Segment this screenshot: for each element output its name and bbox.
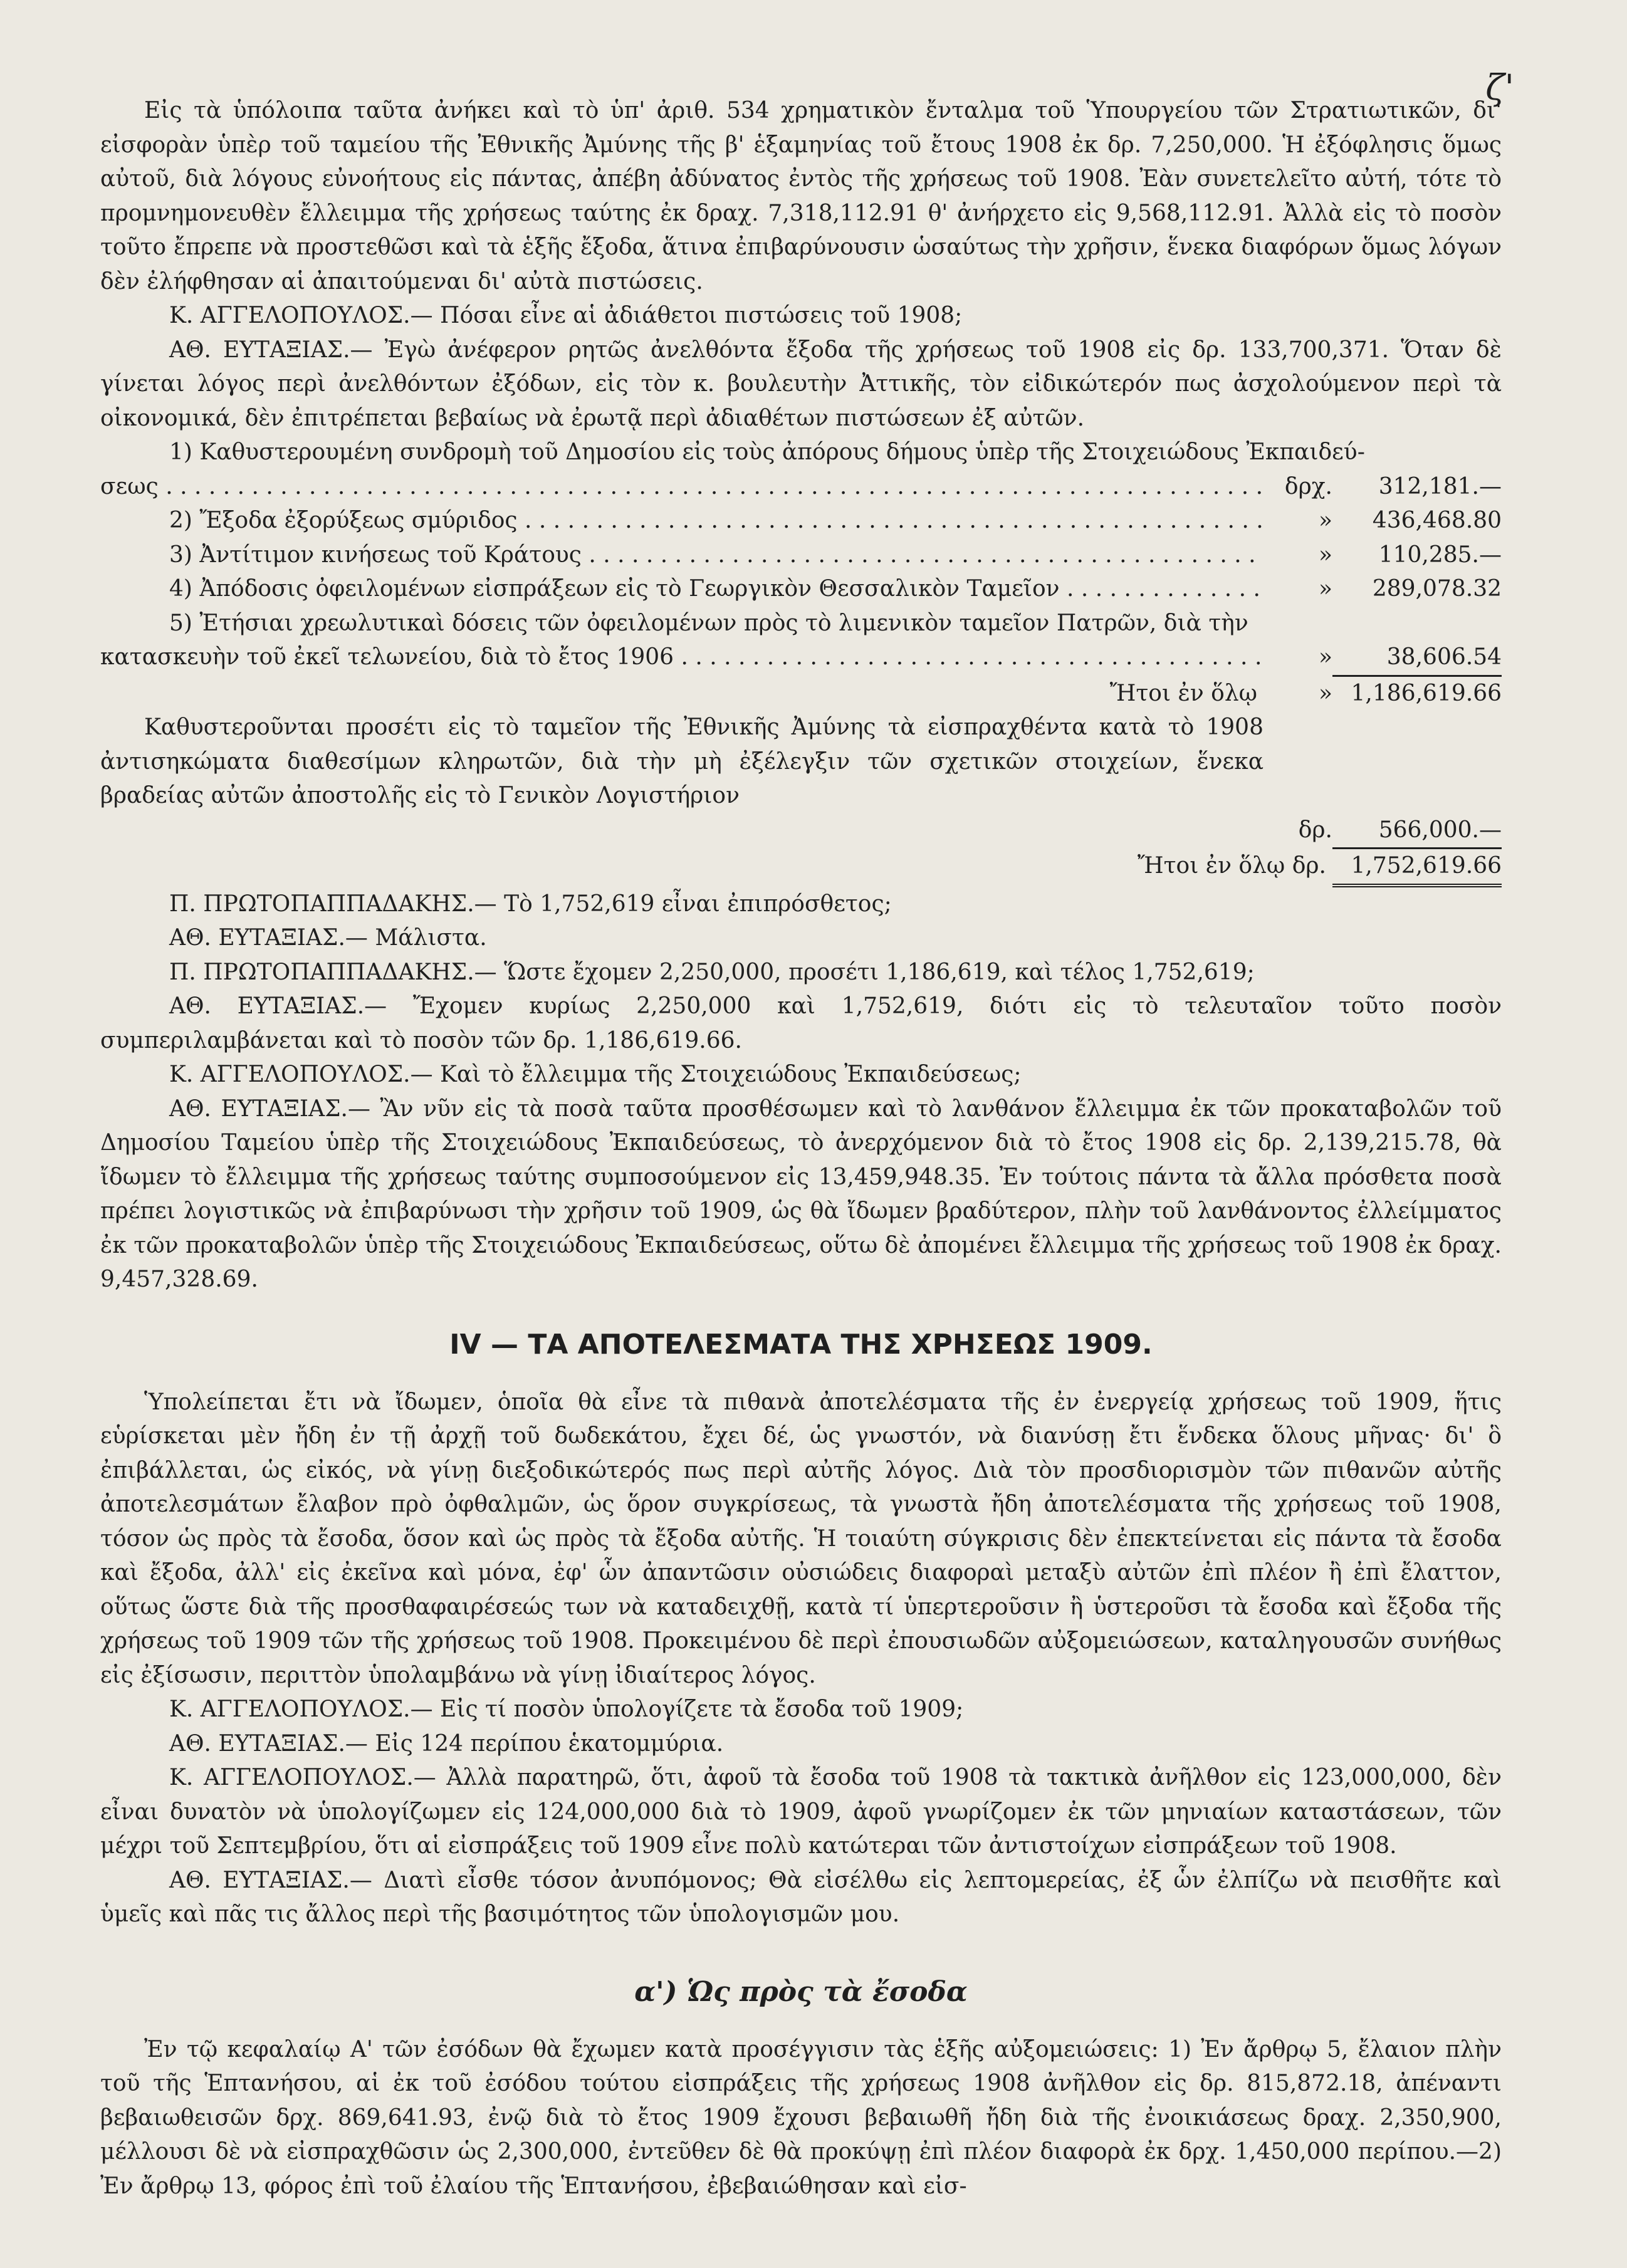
expense-item-1-line1: 1) Καθυστερουμένη συνδρομὴ τοῦ Δημοσίου εἰς τοὺς ἀπόρους δήμους ὑπὲρ τῆς Στοιχειώδους Ἐκπαιδεύ-	[169, 439, 1365, 465]
grand-total-amount: 1,752,619.66	[1332, 849, 1502, 887]
expense-item-5-line1: 5) Ἐτήσιαι χρεωλυτικαὶ δόσεις τῶν ὀφειλομένων πρὸς τὸ λιμενικὸν ταμεῖον Πατρῶν, διὰ τὴν	[169, 610, 1248, 636]
expense-total	[100, 677, 1502, 711]
subsection-heading: α') Ὡς πρὸς τὰ ἔσοδα	[634, 1975, 968, 2008]
grand-total-label: Ἤτοι ἐν ὅλῳ δρ.	[1137, 853, 1326, 879]
dialogue-eutaxias-2: ΑΘ. ΕΥΤΑΞΙΑΣ.— Μάλιστα.	[169, 925, 487, 951]
expense-item-3	[100, 538, 1502, 573]
expense-item-1-label: σεως . . .	[100, 470, 1263, 504]
expense-item-4	[100, 572, 1502, 607]
expense-total-label: Ἤτοι ἐν ὅλῳ	[1109, 680, 1257, 706]
dialogue-angelopoulos-2: Κ. ΑΓΓΕΛΟΠΟΥΛΟΣ.— Καὶ τὸ ἔλλειμμα τῆς Στοιχειώδους Ἐκπαιδεύσεως;	[169, 1062, 1022, 1087]
expense-item-2-unit: »	[1318, 508, 1332, 533]
section-title: IV — ΤΑ ΑΠΟΤΕΛΕΣΜΑΤΑ ΤΗΣ ΧΡΗΣΕΩΣ 1909.	[449, 1328, 1153, 1361]
expense-total-unit: »	[1318, 680, 1332, 706]
section-paragraph: Ὑπολείπεται ἔτι νὰ ἴδωμεν, ὁποῖα θὰ εἶνε τὰ πιθανὰ ἀποτελέσματα τῆς ἐν ἐνεργείᾳ χρήσεως τοῦ 1909, ἥτις εὑρίσκεται μὲν ἤδη ἐν τῇ ἀρχῇ τοῦ δωδεκάτου, ἔχει δέ, ὡς γνωστόν, νὰ διανύσῃ ἔτι ἕνδεκα ὅλους μῆνας· δι' ὃ ἐπιβάλλεται, ὡς εἰκός, νὰ γίνῃ διεξοδικώτερός πως περὶ αὐτῆς λόγος. Διὰ τὸν προσδιορισμὸν τῶν πιθανῶν αὐτῆς ἀποτελεσμάτων ἔλαβον πρὸ ὀφθαλμῶν, ὡς ὅρον συγκρίσεως, τὰ γνωστὰ ἤδη ἀποτελέσματα τῆς χρήσεως τοῦ 1908, τόσον ὡς πρὸς τὰ ἔσοδα, ὅσον καὶ ὡς πρὸς τὰ ἔξοδα αὐτῆς. Ἡ τοιαύτη σύγκρισις δὲν ἐπεκτείνεται εἰς πάντα τὰ ἔσοδα καὶ ἔξοδα, ἀλλ' εἰς ἐκεῖνα καὶ μόνα, ἐφ' ὧν ἀπαντῶσιν οὐσιώδεις διαφοραὶ μεταξὺ αὐτῶν ἐπὶ πλέον ἢ ἐπὶ ἔλαττον, οὕτως ὥστε διὰ τῆς προσθαφαιρέσεώς των νὰ καταδειχθῇ, κατὰ τί ὑπερτεροῦσιν ἢ ὑστεροῦσι τὰ ἔσοδα καὶ ἔξοδα τῆς χρήσεως τοῦ 1909 τῶν τῆς χρήσεως τοῦ 1908. Προκειμένου δὲ περὶ ἐπουσιωδῶν αὐξομειώσεων, καταληγουσῶν συνήθως εἰς ἐξίσωσιν, περιττὸν ὑπολαμβάνω νὰ γίνῃ ἰδιαίτερος λόγος.	[100, 1389, 1502, 1688]
expense-item-4-unit: »	[1318, 576, 1332, 602]
dialogue-eutaxias-3: ΑΘ. ΕΥΤΑΞΙΑΣ.— Ἔχομεν κυρίως 2,250,000 καὶ 1,752,619, διότι εἰς τὸ τελευταῖον τοῦτο ποσὸν συμπεριλαμβάνεται καὶ τὸ ποσὸν τῶν δρ. 1,186,619.66.	[100, 993, 1502, 1053]
dialogue-protopappadakis-1: Π. ΠΡΩΤΟΠΑΠΠΑΔΑΚΗΣ.— Τὸ 1,752,619 εἶναι ἐπιπρόσθετος;	[169, 891, 892, 917]
late-payments-row	[100, 813, 1502, 850]
expense-item-2-label: 2) Ἔξοδα ἐξορύξεως σμύριδος . . .	[169, 504, 1263, 538]
late-payments-amount: 566,000.—	[1332, 813, 1502, 850]
grand-total	[100, 849, 1502, 887]
expense-item-4-amount: 289,078.32	[1372, 576, 1502, 602]
expense-item-5-unit: »	[1318, 644, 1332, 670]
expense-item-1-amount: 312,181.—	[1378, 473, 1502, 499]
expense-item-3-amount: 110,285.—	[1378, 541, 1502, 568]
dialogue-eutaxias-5: ΑΘ. ΕΥΤΑΞΙΑΣ.— Εἰς 124 περίπου ἑκατομμύρια.	[169, 1730, 724, 1757]
dialogue-eutaxias-1: ΑΘ. ΕΥΤΑΞΙΑΣ.— Ἐγὼ ἀνέφερον ρητῶς ἀνελθόντα ἔξοδα τῆς χρήσεως τοῦ 1908 εἰς δρ. 133,700,371. Ὅταν δὲ γίνεται λόγος περὶ ἀνελθόντων ἐξόδων, εἰς τὸν κ. βουλευτὴν Ἀττικῆς, τὸν εἰδικώτερόν πως ἀσχολούμενον περὶ τὰ οἰκονομικά, δὲν ἐπιτρέπεται βεβαίως νὰ ἐρωτᾷ περὶ ἀδιαθέτων πιστώσεων ἐξ αὐτῶν.	[100, 337, 1502, 431]
expense-item-3-label: 3) Ἀντίτιμον κινήσεως τοῦ Κράτους . . .	[169, 538, 1263, 573]
expense-item-4-label: 4) Ἀπόδοσις ὀφειλομένων εἰσπράξεων εἰς τὸ Γεωργικὸν Θεσσαλικὸν Ταμεῖον . . .	[169, 572, 1263, 607]
intro-paragraph: Εἰς τὰ ὑπόλοιπα ταῦτα ἀνήκει καὶ τὸ ὑπ' ἀριθ. 534 χρηματικὸν ἔνταλμα τοῦ Ὑπουργείου τῶν Στρατιωτικῶν, δι' εἰσφορὰν ὑπὲρ τοῦ ταμείου τῆς Ἐθνικῆς Ἀμύνης τῆς β' ἑξαμηνίας τοῦ ἔτους 1908 ἐκ δρ. 7,250,000. Ἡ ἐξόφλησις ὅμως αὐτοῦ, διὰ λόγους εὐνοήτους εἰς πάντας, ἀπέβη ἀδύνατος ἐντὸς τῆς χρήσεως τοῦ 1908. Ἐὰν συνετελεῖτο αὐτή, τότε τὸ προμνημονευθὲν ἔλλειμμα τῆς χρήσεως ταύτης ἐκ δραχ. 7,318,112.91 θ' ἀνήρχετο εἰς 9,568,112.91. Ἀλλὰ εἰς τὸ ποσὸν τοῦτο ἔπρεπε νὰ προστεθῶσι καὶ τὰ ἑξῆς ἔξοδα, ἅτινα ἐπιβαρύνουσιν ὡσαύτως τὴν χρῆσιν, ἕνεκα διαφόρων ὅμως λόγων δὲν ἐλήφθησαν αἱ ἀπαιτούμεναι δι' αὐτὰ πιστώσεις.	[100, 98, 1502, 295]
dialogue-angelopoulos-1: Κ. ΑΓΓΕΛΟΠΟΥΛΟΣ.— Πόσαι εἶνε αἱ ἀδιάθετοι πιστώσεις τοῦ 1908;	[169, 303, 963, 328]
dialogue-angelopoulos-4: Κ. ΑΓΓΕΛΟΠΟΥΛΟΣ.— Ἀλλὰ παρατηρῶ, ὅτι, ἀφοῦ τὰ ἔσοδα τοῦ 1908 τὰ τακτικὰ ἀνῆλθον εἰς 123,000,000, δὲν εἶναι δυνατὸν νὰ ὑπολογίζωμεν εἰς 124,000,000 διὰ τὸ 1909, ἀφοῦ γνωρίζομεν ἐκ τῶν μηνιαίων καταστάσεων, τῶν μέχρι τοῦ Σεπτεμβρίου, ὅτι αἱ εἰσπράξεις τοῦ 1909 εἶνε πολὺ κατώτεραι τῶν ἀντιστοίχων εἰσπράξεων τοῦ 1908.	[100, 1765, 1502, 1859]
expense-item-1-unit: δρχ.	[1284, 473, 1332, 499]
expense-total-amount: 1,186,619.66	[1351, 680, 1502, 706]
expense-list	[100, 436, 1502, 887]
late-payments-unit: δρ.	[1298, 817, 1332, 843]
dialogue-protopappadakis-2: Π. ΠΡΩΤΟΠΑΠΠΑΔΑΚΗΣ.— Ὥστε ἔχομεν 2,250,000, προσέτι 1,186,619, καὶ τέλος 1,752,619;	[169, 959, 1255, 985]
dialogue-eutaxias-4: ΑΘ. ΕΥΤΑΞΙΑΣ.— Ἂν νῦν εἰς τὰ ποσὰ ταῦτα προσθέσωμεν καὶ τὸ λανθάνον ἔλλειμμα ἐκ τῶν προκαταβολῶν τοῦ Δημοσίου Ταμείου ὑπὲρ τῆς Στοιχειώδους Ἐκπαιδεύσεως, τὸ ἀνερχόμενον διὰ τὸ ἔτος 1908 εἰς δρ. 2,139,215.78, θὰ ἴδωμεν τὸ ἔλλειμμα τῆς χρήσεως ταύτης συμποσούμενον εἰς 13,459,948.35. Ἐν τούτοις πάντα τὰ ἄλλα πρόσθετα ποσὰ πρέπει λογιστικῶς νὰ ἐπιβαρύνωσι τὴν χρῆσιν τοῦ 1909, ὡς θὰ ἴδωμεν βραδύτερον, πλὴν τοῦ λανθάνοντος ἐλλείμματος ἐκ τῶν προκαταβολῶν ὑπὲρ τῆς Στοιχειώδους Ἐκπαιδεύσεως, οὕτω δὲ ἀπομένει ἔλλειμμα τῆς χρήσεως τοῦ 1908 ἐκ δραχ. 9,457,328.69.	[100, 1095, 1502, 1292]
expense-item-1	[100, 470, 1502, 504]
dialogue-angelopoulos-3: Κ. ΑΓΓΕΛΟΠΟΥΛΟΣ.— Εἰς τί ποσὸν ὑπολογίζετε τὰ ἔσοδα τοῦ 1909;	[169, 1696, 964, 1722]
expense-item-2	[100, 504, 1502, 538]
expense-item-2-amount: 436,468.80	[1372, 508, 1502, 533]
expense-item-5-label: κατασκευὴν τοῦ ἐκεῖ τελωνείου, διὰ τὸ ἔτος 1906 . . .	[100, 640, 1263, 677]
revenue-paragraph: Ἐν τῷ κεφαλαίῳ Α' τῶν ἐσόδων θὰ ἔχωμεν κατὰ προσέγγισιν τὰς ἑξῆς αὐξομειώσεις: 1) Ἐν ἄρθρῳ 5, ἔλαιον πλὴν τοῦ τῆς Ἑπτανήσου, αἱ ἐκ τοῦ ἐσόδου τούτου εἰσπράξεις τῆς χρήσεως 1908 ἀνῆλθον εἰς δρ. 815,872.18, ἀπέναντι βεβαιωθεισῶν δρχ. 869,641.93, ἐνῷ διὰ τὸ ἔτος 1909 ἔχουσι βεβαιωθῆ ἤδη διὰ τῆς ἐνοικιάσεως δραχ. 2,350,900, μέλλουσι δὲ νὰ εἰσπραχθῶσιν ὡς 2,300,000, ἐντεῦθεν δὲ θὰ προκύψῃ ἐπὶ πλέον διαφορὰ ἐκ δρχ. 1,450,000 περίπου.—2) Ἐν ἄρθρῳ 13, φόρος ἐπὶ τοῦ ἐλαίου τῆς Ἑπτανήσου, ἐβεβαιώθησαν καὶ εἰσ-	[100, 2036, 1502, 2199]
expense-item-3-unit: »	[1318, 541, 1332, 568]
dialogue-eutaxias-6: ΑΘ. ΕΥΤΑΞΙΑΣ.— Διατὶ εἶσθε τόσον ἀνυπόμονος; Θὰ εἰσέλθω εἰς λεπτομερείας, ἐξ ὧν ἐλπίζω νὰ πεισθῆτε καὶ ὑμεῖς καὶ πᾶς τις ἄλλος περὶ τῆς βασιμότητος τῶν ὑπολογισμῶν μου.	[100, 1867, 1502, 1927]
page-number: ζ'	[1485, 68, 1514, 108]
expense-item-5-amount: 38,606.54	[1332, 640, 1502, 677]
late-payments-text: Καθυστεροῦνται προσέτι εἰς τὸ ταμεῖον τῆς Ἐθνικῆς Ἀμύνης τὰ εἰσπραχθέντα κατὰ τὸ 1908 ἀντισηκώματα διαθεσίμων κληρωτῶν, διὰ τὴν μὴ ἐξέλεγξιν τῶν σχετικῶν στοιχείων, ἕνεκα βραδείας αὐτῶν ἀποστολῆς εἰς τὸ Γενικὸν Λογιστήριον	[100, 714, 1263, 808]
expense-item-5	[100, 640, 1502, 677]
